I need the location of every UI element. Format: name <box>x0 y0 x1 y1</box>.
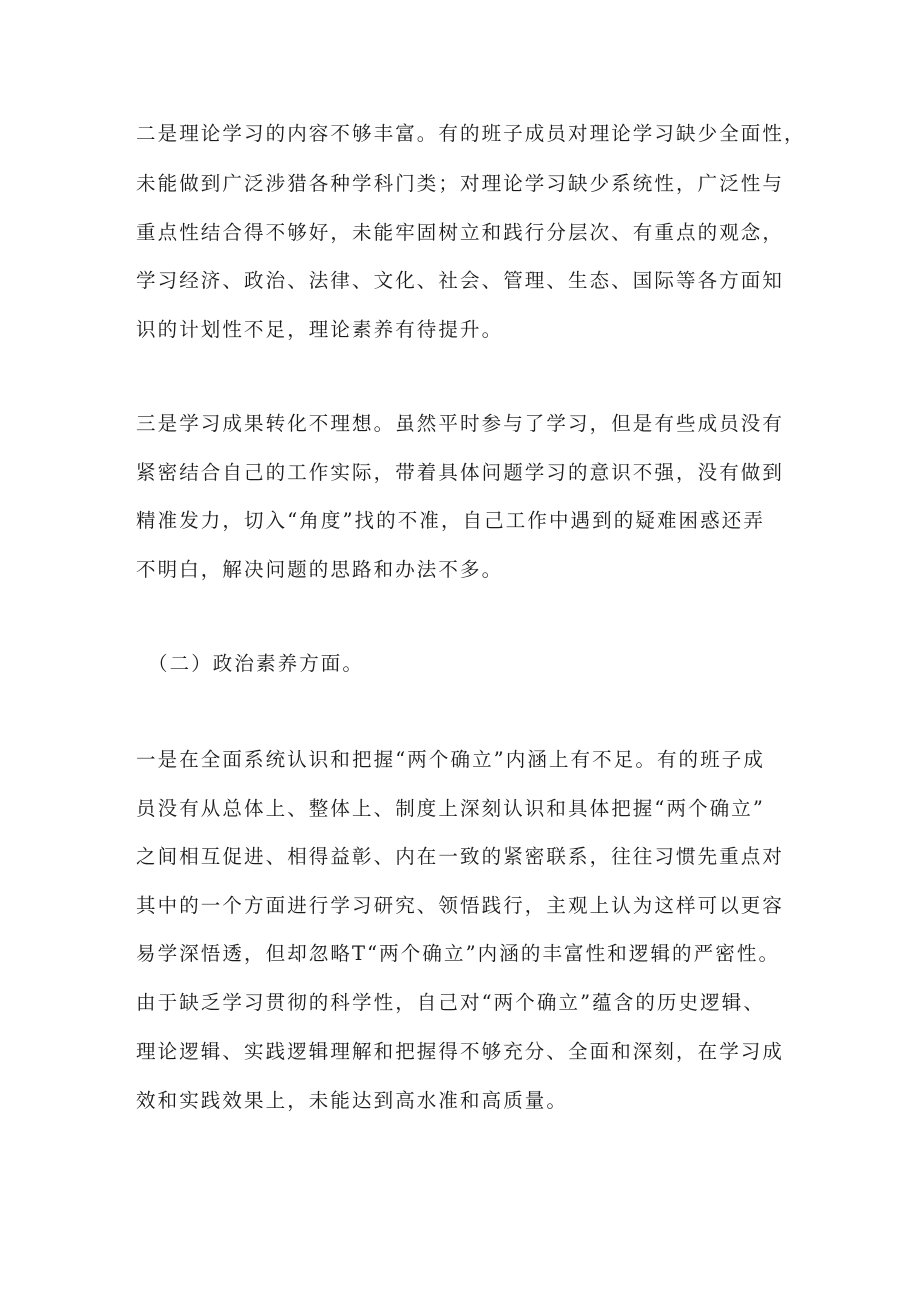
paragraph-1-line-2: 未能做到广泛涉猎各种学科门类；对理论学习缺少系统性，广泛性与 <box>136 172 785 195</box>
paragraph-2-line-3: 精准发力，切入“角度”找的不准，自己工作中遇到的疑难困惑还弄 <box>136 509 765 532</box>
paragraph-3-line-5: 易学深悟透，但却忽略T“两个确立”内涵的丰富性和逻辑的严密性。 <box>136 942 781 965</box>
paragraph-2-line-1: 三是学习成果转化不理想。虽然平时参与了学习，但是有些成员没有 <box>136 412 785 435</box>
paragraph-3-line-8: 效和实践效果上，未能达到高水准和高质量。 <box>136 1089 569 1112</box>
paragraph-3-line-6: 由于缺乏学习贯彻的科学性，自己对“两个确立”蕴含的历史逻辑、 <box>136 991 765 1014</box>
paragraph-2-line-2: 紧密结合自己的工作实际，带着具体问题学习的意识不强，没有做到 <box>136 461 785 484</box>
section-heading: （二）政治素养方面。 <box>148 652 365 675</box>
paragraph-3-line-4: 其中的一个方面进行学习研究、领悟践行，主观上认为这样可以更容 <box>136 894 785 917</box>
paragraph-1-line-5: 识的计划性不足，理论素养有待提升。 <box>136 318 504 341</box>
paragraph-3-line-3: 之间相互促进、相得益彰、内在一致的紧密联系，往往习惯先重点对 <box>136 845 785 868</box>
paragraph-1-line-4: 学习经济、政治、法律、文化、社会、管理、生态、国际等各方面知 <box>136 269 785 292</box>
paragraph-1-line-3: 重点性结合得不够好，未能牢固树立和践行分层次、有重点的观念， <box>136 221 785 244</box>
paragraph-3-line-1: 一是在全面系统认识和把握“两个确立”内涵上有不足。有的班子成 <box>136 748 765 771</box>
paragraph-3-line-2: 员没有从总体上、整体上、制度上深刻认识和具体把握“两个确立” <box>136 797 765 820</box>
paragraph-2-line-4: 不明白，解决问题的思路和办法不多。 <box>136 558 504 581</box>
paragraph-3-line-7: 理论逻辑、实践逻辑理解和把握得不够充分、全面和深刻，在学习成 <box>136 1040 785 1063</box>
paragraph-1-line-1: 二是理论学习的内容不够丰富。有的班子成员对理论学习缺少全面性， <box>136 122 806 145</box>
